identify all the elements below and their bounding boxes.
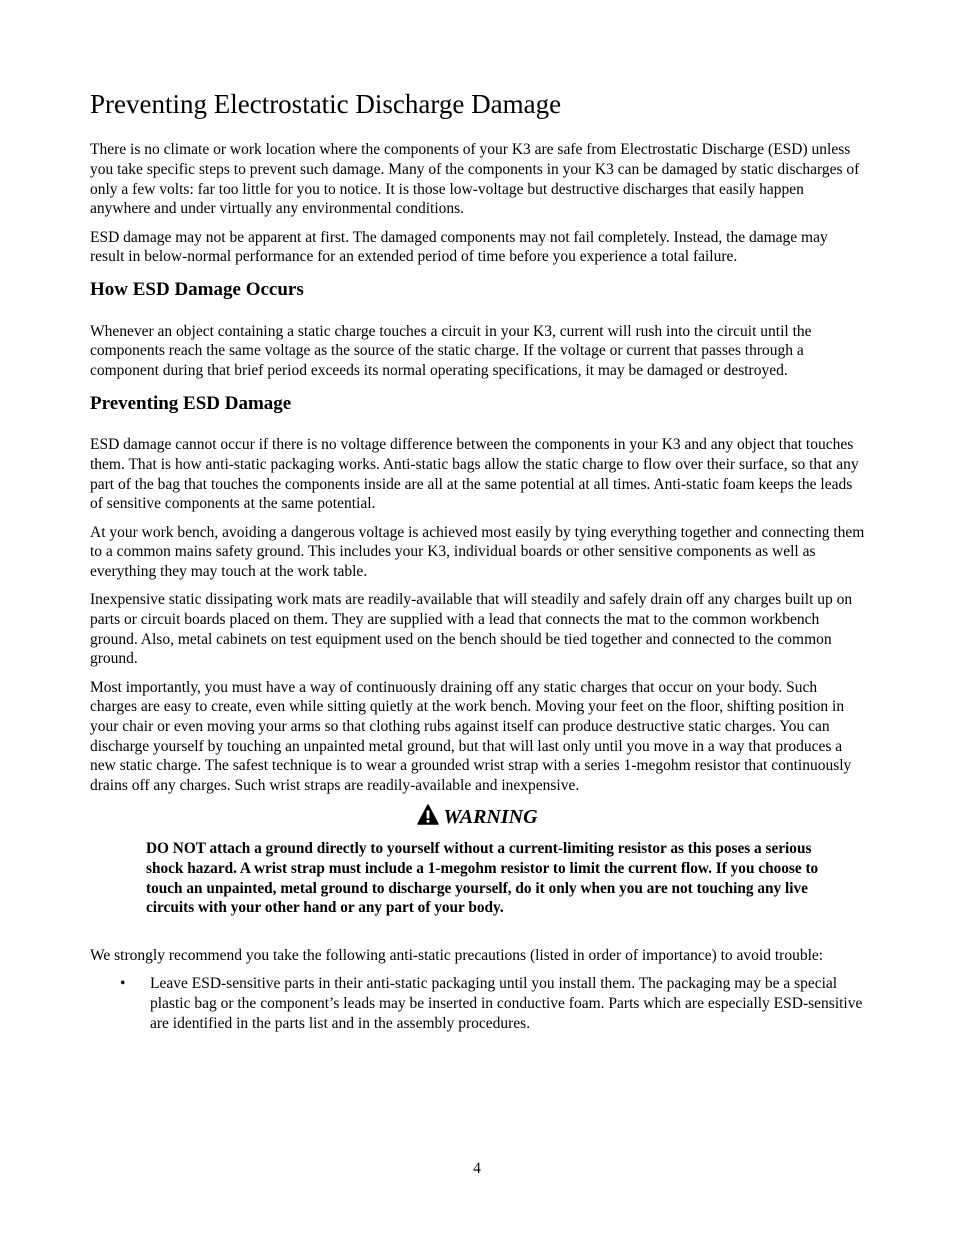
section2-paragraph-2: At your work bench, avoiding a dangerous voltage is achieved most easily by tying everything together and connecting them to a common mains safety ground. This includes your K3, individual boards or other sensitive components as well as everything they may touch at the work table. (90, 523, 865, 580)
recommend-paragraph: We strongly recommend you take the following anti-static precautions (listed in order of importance) to avoid trouble: (90, 946, 824, 964)
section-heading-how-esd-damage-occurs: How ESD Damage Occurs (90, 278, 304, 300)
intro-paragraph-2: ESD damage may not be apparent at first. The damaged components may not fail completely. Instead, the damage may result in below-normal performance for an extended period of time before you experience a total failure. (90, 228, 828, 266)
list-item (90, 974, 865, 1033)
precautions-list (90, 974, 865, 1033)
warning-heading-text: WARNING (443, 806, 538, 829)
section2-paragraph-3: Inexpensive static dissipating work mats are readily-available that will steadily and safely drain off any charges built up on parts or circuit boards placed on them. They are supplied with a lead that connects the mat to the common workbench ground. Also, metal cabinets on test equipment used on the bench should be tied together and connected to the common ground. (90, 591, 853, 668)
document-page (90, 88, 865, 1033)
section2-paragraph-1: ESD damage cannot occur if there is no voltage difference between the components in your K3 and any object that touches them. That is how anti-static packaging works. Anti-static bags allow the static charge to flow over their surface, so that any part of the bag that touches the components inside are all at the same potential at all times. Anti-static foam keeps the leads of sensitive components at the same potential. (90, 436, 859, 513)
section2-paragraph-4: Most importantly, you must have a way of continuously draining off any static charges that occur on your body. Such charges are easy to create, even while sitting quietly at the work bench. Moving your feet on the floor, shifting position in your chair or even moving your arms so that clothing rubs against itself can produce destructive static charges. You can discharge yourself by touching an unpainted metal ground, but that will last only until you move in a way that produces a new static charge. The safest technique is to wear a grounded wrist strap with a series 1-megohm resistor that continuously drains off any charges. Such wrist straps are readily-available and inexpensive. (90, 678, 852, 794)
section1-paragraph-1: Whenever an object containing a static charge touches a circuit in your K3, current will rush into the circuit until the components reach the same voltage as the source of the static charge. If the voltage or current that passes through a component during that brief period exceeds its normal operating specifications, it may be damaged or destroyed. (90, 322, 812, 379)
page-title: Preventing Electrostatic Discharge Damage (90, 89, 562, 119)
warning-triangle-icon (417, 804, 439, 826)
intro-paragraph-1: There is no climate or work location where the components of your K3 are safe from Electrostatic Discharge (ESD) unless you take specific steps to prevent such damage. Many of the components in your K3 can be damaged by static discharges of only a few volts: far too little for you to notice. It is those low-voltage but destructive discharges that easily happen anywhere and under virtually any environmental conditions. (90, 141, 860, 218)
section-heading-preventing-esd-damage: Preventing ESD Damage (90, 392, 292, 414)
list-item-text: Leave ESD-sensitive parts in their anti-static packaging until you install them. The packaging may be a special plastic bag or the component’s leads may be inserted in conductive foam. Parts which are especially ESD-sensitive are identified in the parts list and in the assembly procedures. (150, 975, 863, 1032)
page-number: 4 (473, 1160, 481, 1177)
bullet-icon: • (120, 975, 126, 993)
warning-heading (90, 804, 865, 829)
warning-body: DO NOT attach a ground directly to yourself without a current-limiting resistor as this poses a serious shock hazard. A wrist strap must include a 1-megohm resistor to limit the current flow. If you choose to touch an unpainted, metal ground to discharge yourself, do it only when you are not touching any live circuits with your other hand or any part of your body. (146, 840, 819, 917)
